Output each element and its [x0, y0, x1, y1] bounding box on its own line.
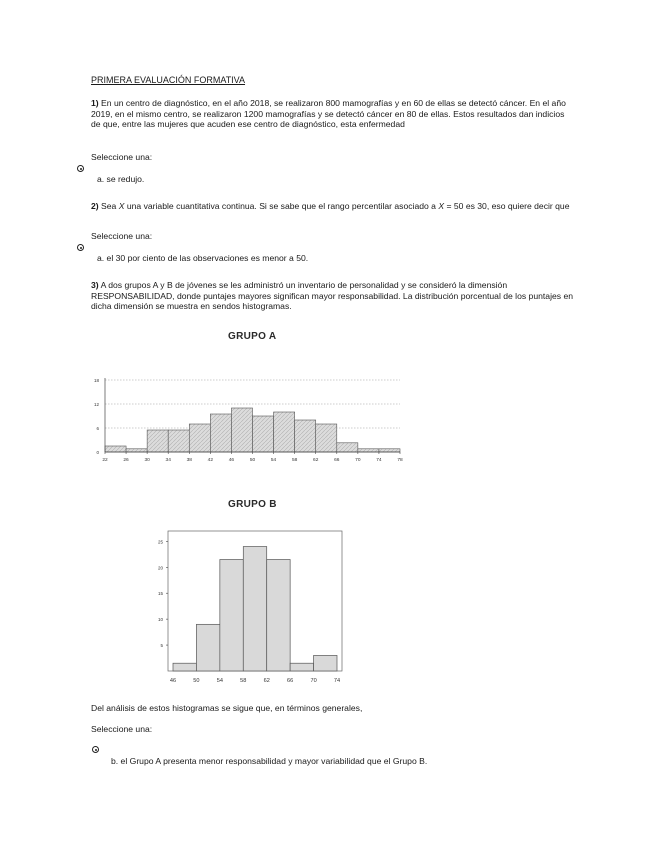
question-1: [91, 98, 571, 130]
histogram-a-y-tick: 6: [96, 426, 99, 431]
histogram-b-bar: [220, 560, 243, 671]
histogram-b-x-tick: 46: [169, 678, 177, 684]
histogram-a-y-tick: 12: [93, 402, 99, 407]
histogram-a-x-tick: 38: [186, 458, 192, 463]
histogram-a-x-tick: 42: [207, 458, 214, 463]
histogram-b-y-tick: 25: [157, 539, 163, 545]
histogram-a-x-tick: 66: [334, 458, 340, 463]
histogram-a-bar: [105, 446, 126, 452]
histogram-b-x-tick: 50: [193, 678, 200, 684]
histogram-a-x-tick: 34: [165, 458, 171, 463]
histogram-b-title: GRUPO B: [228, 499, 277, 510]
histogram-a-bar: [168, 430, 189, 452]
histogram-a-bar: [316, 424, 337, 452]
question-2-variable: X: [118, 201, 125, 211]
histogram-b-bar: [173, 663, 196, 671]
histogram-a-x-tick: 46: [228, 458, 235, 463]
histogram-a-x-tick: 26: [123, 458, 129, 463]
histogram-b-y-tick: 15: [157, 591, 163, 597]
question-3-answer[interactable]: b. el Grupo A presenta menor responsabilidad y mayor variabilidad que el Grupo B.: [111, 756, 428, 766]
question-1-answer-radio[interactable]: [77, 165, 84, 172]
histogram-b-bar: [314, 655, 337, 671]
question-1-select-label: Seleccione una:: [91, 152, 153, 162]
histogram-b-x-tick: 62: [263, 678, 270, 684]
histogram-a-bar: [358, 449, 379, 452]
histogram-b-bar: [243, 547, 266, 671]
histogram-a-x-tick: 30: [144, 458, 150, 463]
question-1-answer[interactable]: a. se redujo.: [97, 174, 145, 184]
question-3-answer-radio[interactable]: [92, 746, 99, 753]
question-1-number: 1): [91, 98, 99, 108]
histogram-b-y-tick: 20: [157, 565, 163, 571]
histogram-a-bar: [274, 412, 295, 452]
question-3-text: A dos grupos A y B de jóvenes se les administró un inventario de personalidad y se consideró la dimensión RESPONSABILIDAD, donde puntajes mayores significan mayor responsabilidad. La distribución porcentual de los puntajes en dicha dimensión se muestra en sendos histogramas.: [91, 280, 573, 312]
histogram-a-bar: [189, 424, 210, 452]
histogram-a-y-tick: 18: [93, 378, 99, 383]
histogram-a-x-tick: 74: [376, 458, 382, 463]
histogram-b-bar: [196, 624, 219, 671]
histogram-b-bar: [267, 560, 290, 671]
histogram-b-x-tick: 74: [333, 678, 341, 684]
histogram-a-bar: [295, 420, 316, 452]
histogram-a-x-tick: 62: [313, 458, 319, 463]
question-2-text-pre: Sea: [101, 201, 119, 211]
histogram-a-x-tick: 70: [355, 458, 361, 463]
question-2-answer[interactable]: a. el 30 por ciento de las observaciones es menor a 50.: [97, 253, 309, 263]
histogram-b: [150, 525, 360, 690]
histogram-a-bar: [379, 449, 400, 452]
histogram-a-bar: [253, 416, 274, 452]
question-2-answer-radio[interactable]: [77, 244, 84, 251]
question-2-number: 2): [91, 201, 99, 211]
histogram-a-bar: [231, 408, 252, 452]
question-3-followup: Del análisis de estos histogramas se sigue que, en términos generales,: [91, 703, 363, 713]
question-2-text-mid: una variable cuantitativa continua. Si se sabe que el rango percentilar asociado a: [124, 201, 439, 211]
histogram-a-bar: [337, 443, 358, 452]
question-2-text-post: = 50 es 30, eso quiere decir que: [444, 201, 570, 211]
question-2: [91, 201, 571, 212]
histogram-b-y-tick: 5: [160, 643, 163, 649]
histogram-a-y-tick: 0: [96, 450, 99, 455]
histogram-a-x-tick: 58: [291, 458, 298, 463]
histogram-a-x-tick: 50: [249, 458, 256, 463]
histogram-b-x-tick: 58: [240, 678, 247, 684]
question-2-variable-2: X: [438, 201, 445, 211]
histogram-b-y-tick: 10: [157, 617, 163, 623]
histogram-b-x-tick: 70: [310, 678, 317, 684]
question-2-select-label: Seleccione una:: [91, 231, 153, 241]
histogram-a-bar: [126, 449, 147, 452]
histogram-b-x-tick: 54: [216, 678, 223, 684]
histogram-b-x-tick: 66: [287, 678, 294, 684]
question-1-text: En un centro de diagnóstico, en el año 2018, se realizaron 800 mamografías y en 60 de ellas se detectó cáncer. En el año 2019, en el mismo centro, se realizaron 1200 mamografías y se detectó cáncer en 80 de ellas. Estos resultados dan indicios de que, entre las mujeres que acuden ese centro de diagnóstico, esta enfermedad: [91, 98, 566, 130]
histogram-a-x-tick: 22: [102, 458, 108, 463]
histogram-a-bar: [210, 414, 231, 452]
histogram-b-bar: [290, 663, 313, 671]
question-3: [91, 280, 581, 312]
histogram-a-title: GRUPO A: [228, 331, 277, 342]
page-title: PRIMERA EVALUACIÓN FORMATIVA: [91, 75, 246, 85]
histogram-a: [85, 370, 415, 470]
histogram-a-bar: [147, 430, 168, 452]
histogram-a-x-tick: 54: [270, 458, 277, 463]
question-3-number: 3): [91, 280, 99, 290]
histogram-a-x-tick: 78: [397, 458, 403, 463]
question-3-select-label: Seleccione una:: [91, 724, 153, 734]
